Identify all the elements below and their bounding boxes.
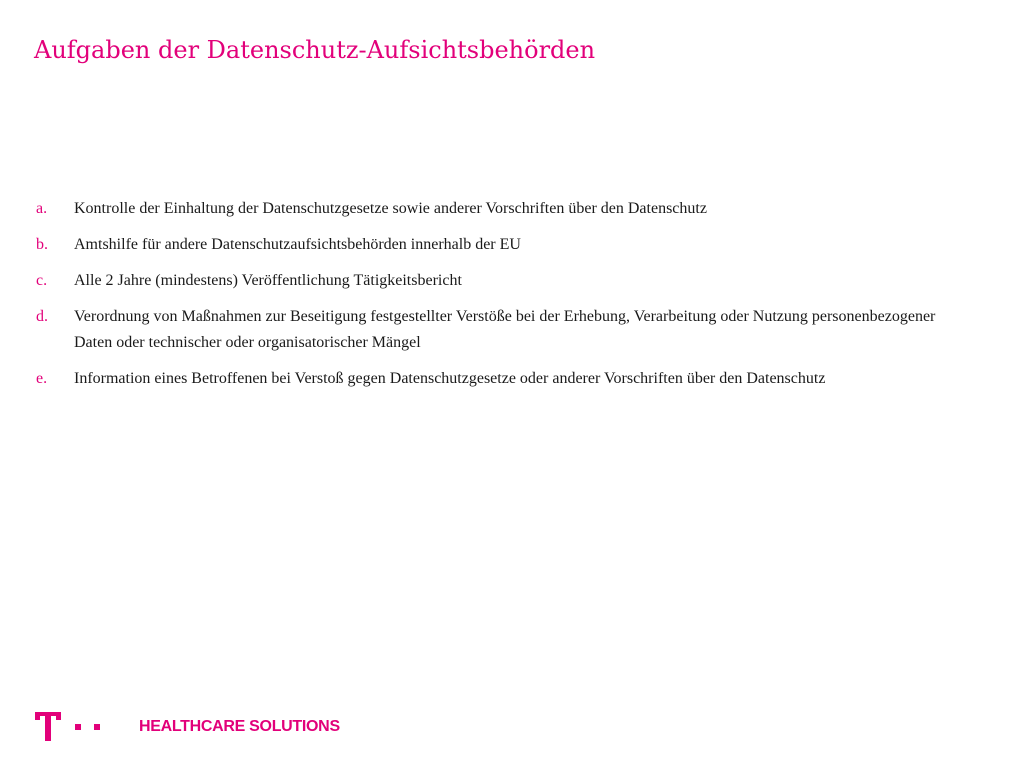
list-marker: a. — [36, 200, 48, 217]
list-item — [36, 232, 956, 258]
list-item-text: Verordnung von Maßnahmen zur Beseitigung festgestellter Verstöße bei der Erhebung, Verarbeitung oder Nutzung personenbezogener Daten oder technischer oder organisatorischer Mängel — [74, 308, 936, 351]
telekom-t-logo-icon — [34, 708, 110, 744]
list-item — [36, 196, 956, 222]
list-item — [36, 304, 956, 356]
brand-text: HEALTHCARE SOLUTIONS — [139, 718, 340, 735]
list-item-text: Amtshilfe für andere Datenschutzaufsichtsbehörden innerhalb der EU — [74, 236, 521, 253]
list-item — [36, 366, 956, 392]
list-marker: c. — [36, 272, 48, 289]
list-marker: d. — [36, 308, 48, 325]
task-list — [36, 196, 956, 402]
list-marker: e. — [36, 370, 48, 387]
list-item-text: Kontrolle der Einhaltung der Datenschutzgesetze sowie anderer Vorschriften über den Datenschutz — [74, 200, 707, 217]
list-item-text: Alle 2 Jahre (mindestens) Veröffentlichung Tätigkeitsbericht — [74, 272, 462, 289]
list-item-text: Information eines Betroffenen bei Verstoß gegen Datenschutzgesetze oder anderer Vorschriften über den Datenschutz — [74, 370, 826, 387]
list-marker: b. — [36, 236, 48, 253]
list-item — [36, 268, 956, 294]
slide-title: Aufgaben der Datenschutz-Aufsichtsbehörden — [34, 36, 596, 64]
footer — [34, 708, 354, 744]
